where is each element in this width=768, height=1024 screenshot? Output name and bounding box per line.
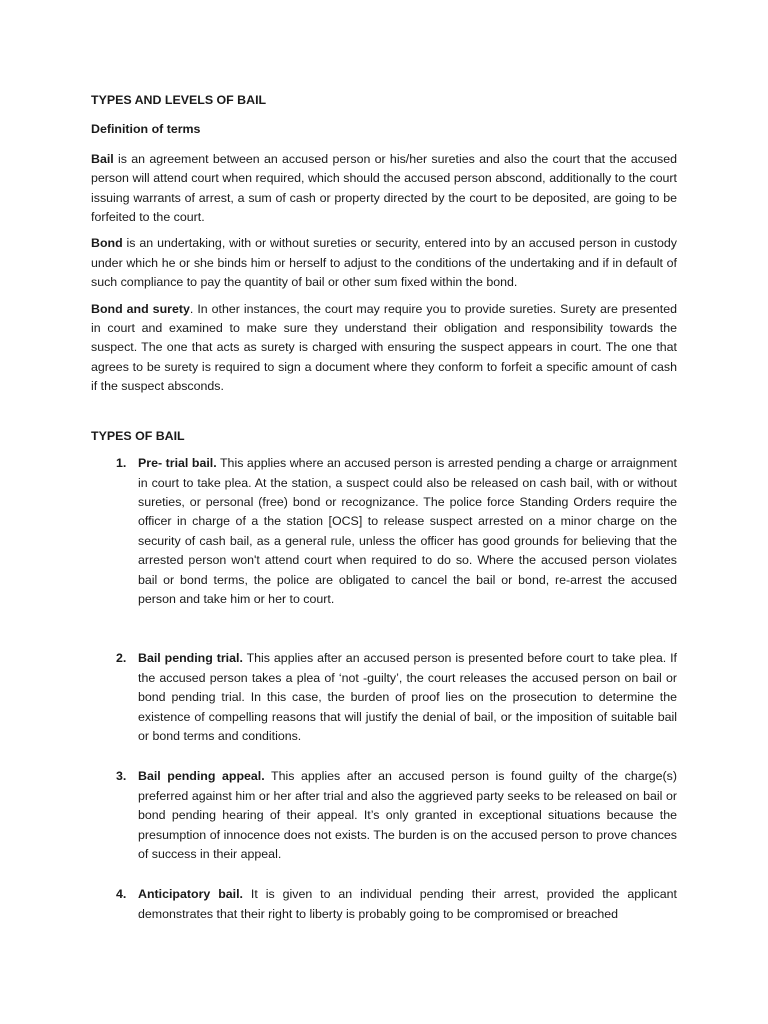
- document-page: [91, 91, 677, 924]
- bail-type-text: This applies after an accused person is presented before court to take plea. If the accused person takes a plea of ‘not -guilty’, the court releases the accused person on bail or bond pending trial. In this case, the burden of proof lies on the prosecution to determine the existence of compelling reasons that will justify the denial of bail, or the imposition of suitable bail or bond terms and conditions.: [138, 651, 677, 743]
- bail-type-text: This applies where an accused person is arrested pending a charge or arraignment in court to take plea. At the station, a suspect could also be released on cash bail, with or without sureties, or personal (free) bond or recognizance. The police force Standing Orders require the officer in charge of a the station [OCS] to release suspect arrested on a minor charge on the security of cash bail, as a general rule, unless the officer has good grounds for believing that the arrested person won't attend court when required to do so. Where the accused person violates bail or bond terms, the police are obligated to cancel the bail or bond, re-arrest the accused person and take him or her to court.: [138, 456, 677, 606]
- list-item: [91, 649, 677, 746]
- definition-text: is an undertaking, with or without sureties or security, entered into by an accused person in custody under which he or she binds him or herself to adjust to the conditions of the undertaking and if in default of such compliance to pay the quantity of bail or other sum fixed within the bond.: [91, 236, 677, 290]
- bail-type-term: Pre- trial bail.: [138, 456, 217, 471]
- definition-term: Bond: [91, 236, 123, 251]
- definition-bail: [91, 150, 677, 228]
- list-number: 1.: [116, 456, 127, 471]
- bail-type-term: Anticipatory bail.: [138, 887, 243, 902]
- section-subtitle: Definition of terms: [91, 122, 201, 137]
- definition-bond-and-surety: [91, 300, 677, 397]
- bail-type-text: It is given to an individual pending their arrest, provided the applicant demonstrates that their right to liberty is probably going to be compromised or breached: [138, 887, 677, 921]
- definition-text: is an agreement between an accused person or his/her sureties and also the court that the accused person will attend court when required, which should the accused person abscond, additionally to the court issuing warrants of arrest, a sum of cash or property directed by the court to be deposited, are going to be forfeited to the court.: [91, 151, 677, 225]
- definition-text: . In other instances, the court may require you to provide sureties. Surety are presented in court and examined to make sure they understand their obligation and responsibility towards the suspect. The one that acts as surety is charged with ensuring the suspect appears in court. The one that agrees to be surety is required to sign a document where they conform to forfeit a specific amount of cash if the suspect absconds.: [91, 301, 677, 394]
- list-item: [91, 885, 677, 924]
- list-number: 2.: [116, 651, 127, 666]
- definition-bond: [91, 234, 677, 292]
- types-heading: TYPES OF BAIL: [91, 428, 185, 443]
- bail-type-term: Bail pending trial.: [138, 651, 243, 666]
- list-number: 4.: [116, 887, 127, 902]
- bail-types-list: [91, 454, 677, 924]
- bail-type-term: Bail pending appeal.: [138, 769, 265, 784]
- list-item: [91, 454, 677, 609]
- list-number: 3.: [116, 769, 127, 784]
- list-item: [91, 767, 677, 864]
- bail-type-text: This applies after an accused person is found guilty of the charge(s) preferred against him or her after trial and also the aggrieved party seeks to be released on bail or bond pending hearing of their appeal. It’s only granted in exceptional situations because the presumption of innocence does not exists. The burden is on the accused person to prove chances of success in their appeal.: [138, 769, 677, 861]
- definition-term: Bond and surety: [91, 301, 190, 316]
- document-title: TYPES AND LEVELS OF BAIL: [91, 93, 267, 107]
- definition-term: Bail: [91, 151, 114, 166]
